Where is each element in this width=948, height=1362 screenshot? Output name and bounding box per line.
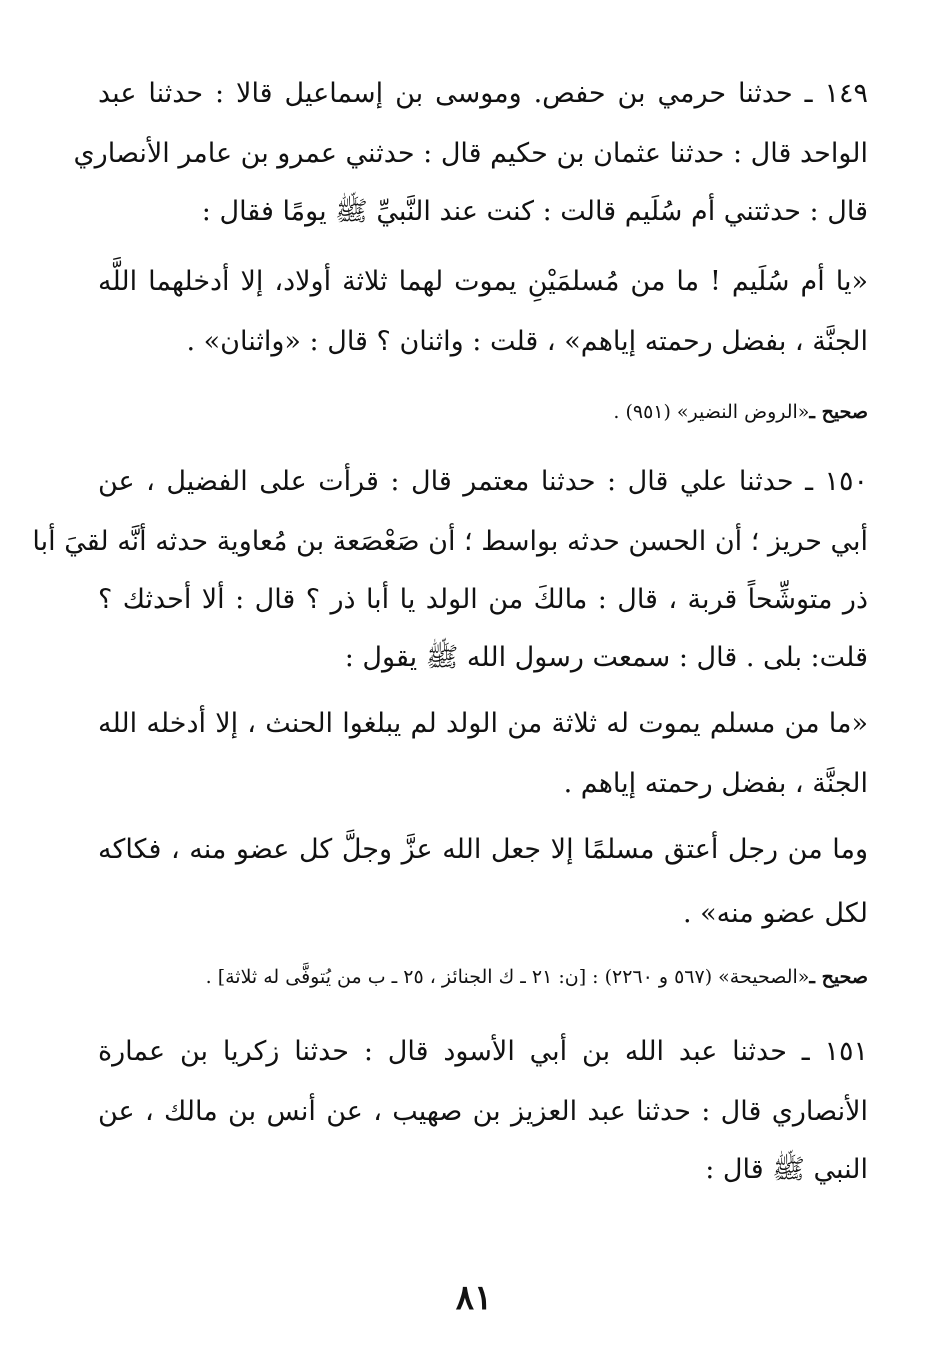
grade-source: «الصحيحة» (٥٦٧ و ٢٢٦٠) : [ن: ٢١ ـ ك الجنائز ، ٢٥ ـ ب من يُتوفَّى له ثلاثة] . [205, 966, 810, 988]
hadith-149-quote-line-2: الجنَّة ، بفضل رحمته إياهم» ، قلت : واثنان ؟ قال : «واثنان» . [186, 326, 868, 357]
hadith-150-quote2-line-1: وما من رجل أعتق مسلمًا إلا جعل الله عزَّ وجلَّ كل عضو منه ، فكاكه [98, 834, 868, 865]
page-number: ٨١ [455, 1278, 493, 1318]
hadith-149-line-3: قال : حدثتني أم سُلَيم قالت : كنت عند النَّبيِّ ﷺ يومًا فقال : [201, 196, 868, 227]
hadith-149-line-2: الواحد قال : حدثنا عثمان بن حكيم قال : حدثني عمرو بن عامر الأنصاري [73, 138, 868, 169]
hadith-150-quote2-line-2: لكل عضو منه» . [683, 898, 868, 929]
hadith-151-line-3: النبي ﷺ قال : [705, 1154, 868, 1185]
hadith-150-line-1: ١٥٠ ـ حدثنا علي قال : حدثنا معتمر قال : قرأت على الفضيل ، عن [98, 466, 868, 497]
hadith-150-grade [98, 962, 868, 992]
hadith-150-quote-line-1: «ما من مسلم يموت له ثلاثة من الولد لم يبلغوا الحنث ، إلا أدخله الله [98, 708, 868, 739]
grade-label: صحيح ـ [809, 966, 868, 988]
grade-source: «الروض النضير» (٩٥١) . [613, 401, 810, 423]
hadith-149-quote-line-1: «يا أم سُلَيم ! ما من مُسلمَيْنِ يموت لهما ثلاثة أولاد، إلا أدخلهما اللَّه [98, 266, 868, 297]
hadith-150-line-2: أبي حريز ؛ أن الحسن حدثه بواسط ؛ أن صَعْصَعة بن مُعاوية حدثه أنَّه لقيَ أبا [32, 526, 868, 557]
hadith-150-line-4: قلت: بلى . قال : سمعت رسول الله ﷺ يقول : [344, 642, 868, 673]
grade-label: صحيح ـ [809, 401, 868, 423]
hadith-151-line-1: ١٥١ ـ حدثنا عبد الله بن أبي الأسود قال : حدثنا زكريا بن عمارة [98, 1036, 868, 1067]
hadith-150-line-3: ذر متوشِّحاً قربة ، قال : مالكَ من الولد يا أبا ذر ؟ قال : ألا أحدثك ؟ [98, 584, 868, 615]
hadith-150-quote-line-2: الجنَّة ، بفضل رحمته إياهم . [563, 768, 868, 799]
hadith-151-line-2: الأنصاري قال : حدثنا عبد العزيز بن صهيب ، عن أنس بن مالك ، عن [98, 1096, 868, 1127]
hadith-149-grade [98, 397, 868, 427]
hadith-149-line-1: ١٤٩ ـ حدثنا حرمي بن حفص. وموسى بن إسماعيل قالا : حدثنا عبد [98, 78, 868, 109]
